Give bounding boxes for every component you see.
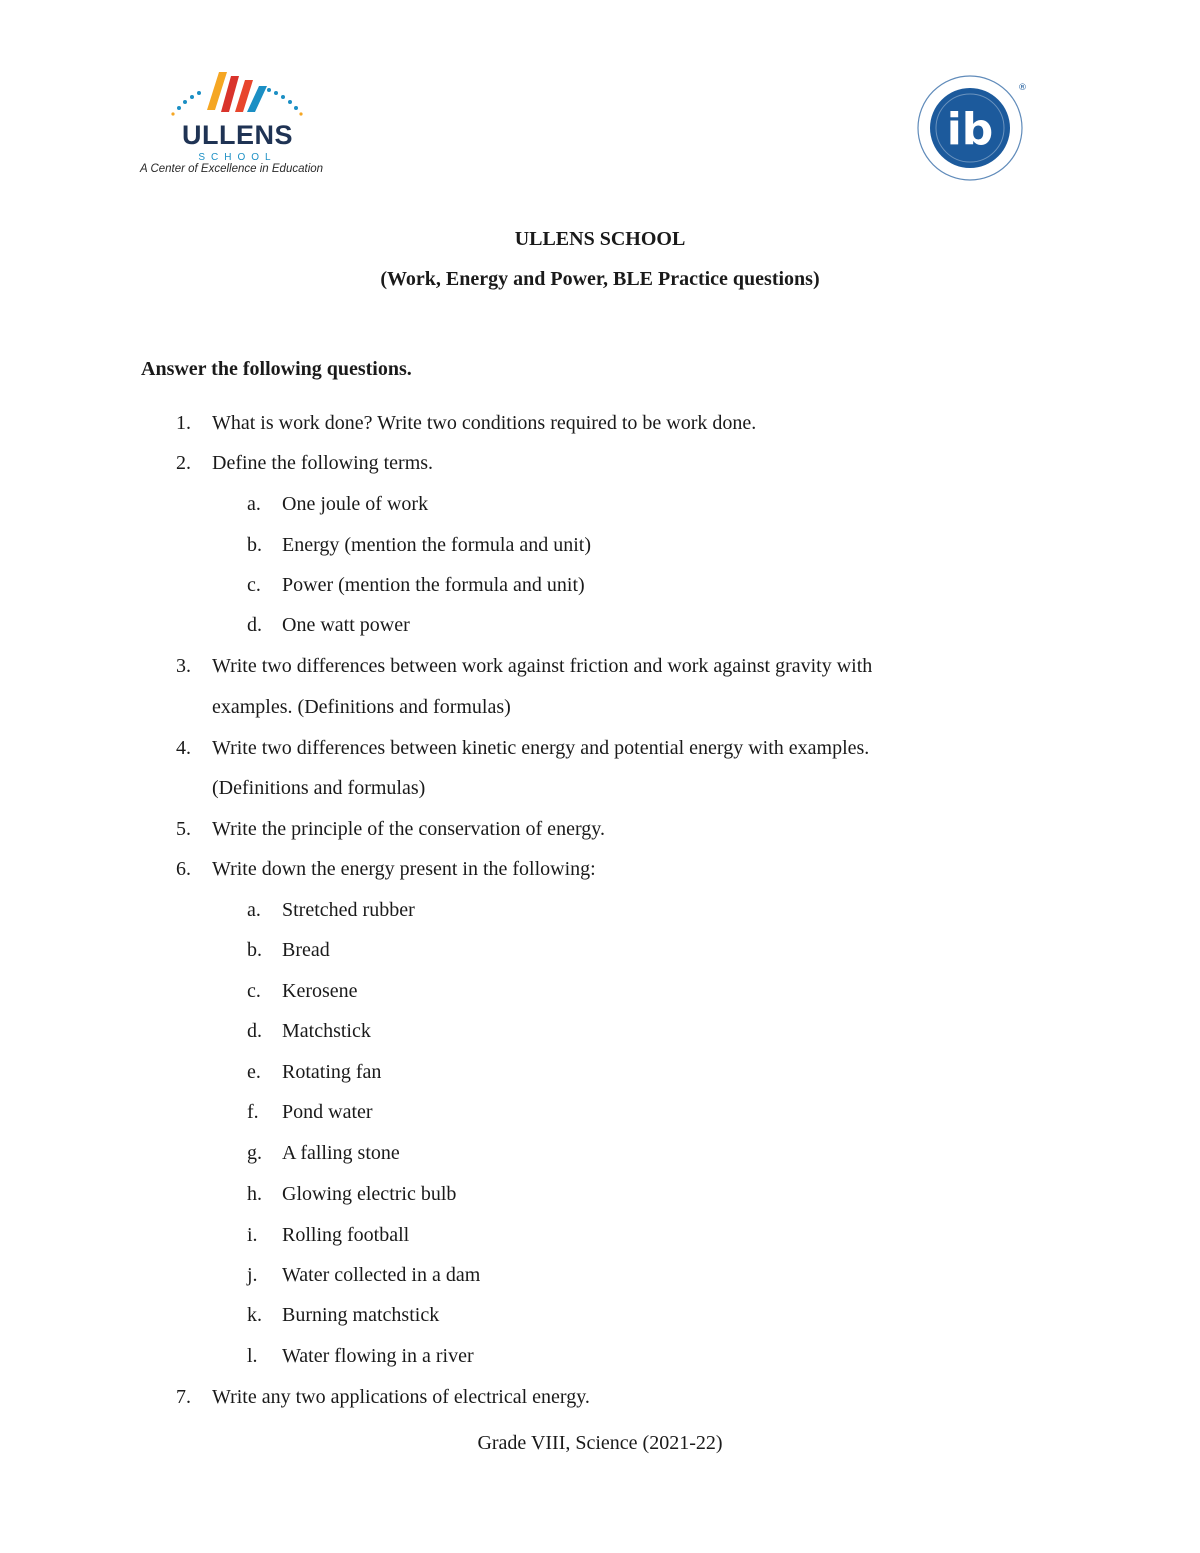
question-text: Write two differences between work against friction and work against gravity with (212, 655, 873, 677)
item-label: b. (247, 534, 262, 556)
item-label: c. (247, 980, 261, 1002)
question-text: Write down the energy present in the following: (212, 858, 596, 880)
question-text: (Definitions and formulas) (212, 777, 426, 799)
item-text: Kerosene (282, 980, 358, 1002)
item-label: l. (247, 1345, 258, 1367)
item-label: k. (247, 1304, 262, 1326)
item-text: Power (mention the formula and unit) (282, 574, 585, 596)
ib-logo-icon (912, 72, 1032, 184)
item-text: A falling stone (282, 1142, 400, 1164)
question-text: Define the following terms. (212, 452, 434, 474)
item-label: a. (247, 493, 261, 515)
question-text: Write any two applications of electrical energy. (212, 1386, 590, 1408)
page-footer: Grade VIII, Science (2021-22) (477, 1432, 723, 1454)
question-number: 3. (176, 655, 191, 677)
item-text: One joule of work (282, 493, 429, 515)
item-text: Rotating fan (282, 1061, 382, 1083)
item-text: Glowing electric bulb (282, 1183, 457, 1205)
item-label: j. (247, 1264, 258, 1286)
question-text: Write two differences between kinetic energy and potential energy with examples. (212, 737, 870, 759)
item-text: Water flowing in a river (282, 1345, 474, 1367)
item-text: Burning matchstick (282, 1304, 440, 1326)
logo-wordmark: ULLENS (182, 120, 293, 150)
question-number: 5. (176, 818, 191, 840)
question-number: 1. (176, 412, 191, 434)
instructions-heading: Answer the following questions. (141, 358, 412, 380)
item-text: Bread (282, 939, 330, 961)
question-text: What is work done? Write two conditions required to be work done. (212, 412, 757, 434)
ib-world-school-logo (912, 72, 1032, 184)
question-number: 7. (176, 1386, 191, 1408)
school-title: ULLENS SCHOOL (514, 228, 686, 250)
question-number: 6. (176, 858, 191, 880)
item-text: Pond water (282, 1101, 373, 1123)
item-label: f. (247, 1101, 259, 1123)
item-text: Water collected in a dam (282, 1264, 481, 1286)
ullens-logo (135, 62, 335, 182)
item-text: Energy (mention the formula and unit) (282, 534, 591, 556)
document-subtitle: (Work, Energy and Power, BLE Practice questions) (380, 268, 820, 290)
svg-text:ib: ib (946, 104, 994, 155)
question-text: examples. (Definitions and formulas) (212, 696, 511, 718)
item-label: i. (247, 1224, 258, 1246)
item-label: e. (247, 1061, 261, 1083)
item-text: One watt power (282, 614, 410, 636)
ullens-logo-mark-icon (135, 62, 335, 122)
item-text: Stretched rubber (282, 899, 415, 921)
item-label: c. (247, 574, 261, 596)
logo-subtitle: SCHOOL (198, 152, 277, 163)
logo-tagline: A Center of Excellence in Education (140, 163, 324, 175)
item-label: d. (247, 614, 262, 636)
item-text: Matchstick (282, 1020, 371, 1042)
item-label: d. (247, 1020, 262, 1042)
item-text: Rolling football (282, 1224, 410, 1246)
item-label: h. (247, 1183, 262, 1205)
question-number: 2. (176, 452, 191, 474)
item-label: b. (247, 939, 262, 961)
question-number: 4. (176, 737, 191, 759)
item-label: a. (247, 899, 261, 921)
svg-text:®: ® (1018, 83, 1027, 93)
question-text: Write the principle of the conservation of energy. (212, 818, 605, 840)
item-label: g. (247, 1142, 262, 1164)
